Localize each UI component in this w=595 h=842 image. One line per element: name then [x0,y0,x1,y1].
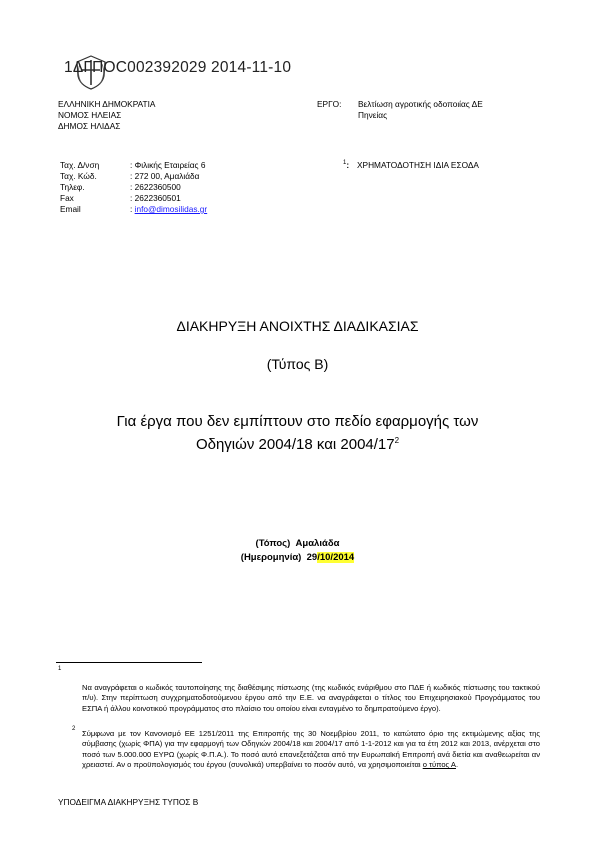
document-id: 1ΔΓΠOC002392029 2014-11-10 [64,59,292,76]
date-line [0,551,595,565]
project-label: ΕΡΓΟ: [317,99,342,109]
contact-row [60,193,207,204]
contact-row [60,171,207,182]
contact-key: Τηλεφ. [60,182,85,192]
date-highlight: /10/2014 [317,552,355,563]
contact-value: : 272 00, Αμαλιάδα [130,171,200,181]
scope-line-2 [0,431,595,454]
contact-key: Fax [60,193,74,203]
date-label: (Ημερομηνία) [240,552,302,563]
email-colon: : [130,204,135,214]
footnote-1-mark: 1 [58,666,62,672]
contact-row [60,160,207,171]
contact-row [60,204,207,215]
contact-value [130,204,207,215]
document-type: (Τύπος Β) [266,356,329,372]
funding-colon: : [346,159,350,170]
footnote-1: Να αναγράφεται ο κωδικός ταυτοποίησης της διαθέσιμης πίστωσης (της κωδικός ενάριθμου στο ΠΔΕ ή κωδικός πίστωσης του τακτικού π/υ). Στην περίπτωση συγχρηματοδοτούμενου έργου από την Ε.Ε. να αναγράφεται ο τίτλος του Επιχειρησιακού Προγράμματος του ΕΣΠΑ ή άλλου κοινοτικού προγράμματος στο πλαίσιο του οποίου είναι ενταγμένο το δημπρατούμενο έργο). [82,683,540,713]
footnote-ref: 1 [343,160,347,166]
project-line: Πηνείας [358,110,388,120]
footnote-2 [82,729,540,771]
issuer-block [58,99,155,132]
contact-key: Ταχ. Κώδ. [60,171,97,181]
funding-source: ΧΡΗΜΑΤΟΔΟΤΗΣΗ ΙΔΙΑ ΕΣΟΔΑ [357,160,479,170]
document-title: ΔΙΑΚΗΡΥΞΗ ΑΝΟΙΧΤΗΣ ΔΙΑΔΙΚΑΣΙΑΣ [176,318,419,334]
contact-value: : 2622360500 [130,182,181,192]
footnote-2-mark: 2 [72,726,76,732]
date-day: 29 [306,552,318,563]
footnote-ref: 2 [394,436,400,445]
contact-value: : Φιλικής Εταιρείας 6 [130,160,206,170]
contact-key: Ταχ. Δ/νση [60,160,100,170]
scope-line: Οδηγιών 2004/18 και 2004/17 [195,436,395,453]
funding-footnote-mark [343,158,349,171]
email-link[interactable]: info@dimosilidas.gr [134,204,208,214]
place-label: (Τόπος) [255,538,291,549]
place-line [0,537,595,551]
contact-value: : 2622360501 [130,193,181,203]
contact-key: Email [60,204,81,214]
issuer-line: ΔΗΜΟΣ ΗΛΙΔΑΣ [58,121,121,131]
scope-line: Για έργα που δεν εμπίπτουν στο πεδίο εφαρμογής των [116,413,479,430]
project-title [358,99,548,121]
contact-row [60,182,207,193]
page-footer: ΥΠΟΔΕΙΓΜΑ ΔΙΑΚΗΡΥΞΗΣ ΤΥΠΟΣ Β [58,797,199,807]
scope-heading [0,412,595,454]
footnote-2-type-ref: ο τύπος Α [422,760,456,770]
footnote-separator [56,662,202,663]
project-line: Βελτίωση αγροτικής οδοποιίας ΔΕ [358,99,483,109]
issuer-line: ΕΛΛΗΝΙΚΗ ΔΗΜΟΚΡΑΤΙΑ [58,99,156,109]
footnote-2-end: . [455,760,459,770]
footnote-2-text: Σύμφωνα με τον Κανονισμό ΕΕ 1251/2011 της Επιτροπής της 30 Νοεμβρίου 2011, το κατώτατο όριο της εκτιμώμενης αξίας της σύμβασης (χωρίς ΦΠΑ) για την εφαρμογή των Οδηγιών 2004/18 και 2004/17 από 1-1-2012 και για τα έτη 2012 και 2013, ανέρχεται στο ποσό των 5.000.000 ΕΥΡΩ (χωρίς Φ.Π.Α.). Το ποσό αυτό επανεξετάζεται από την Ευρωπαϊκή Επιτροπή ανά διετία και αναθεωρείται αν χρειαστεί. Αν ο προϋπολογισμός του έργου (συνολικά) υπερβαίνει το ποσόν αυτό, να χρησιμοποιείται [82,729,540,770]
place-value: Αμαλιάδα [295,538,340,549]
contact-block [60,160,207,215]
issuer-line: ΝΟΜΟΣ ΗΛΕΙΑΣ [58,110,122,120]
